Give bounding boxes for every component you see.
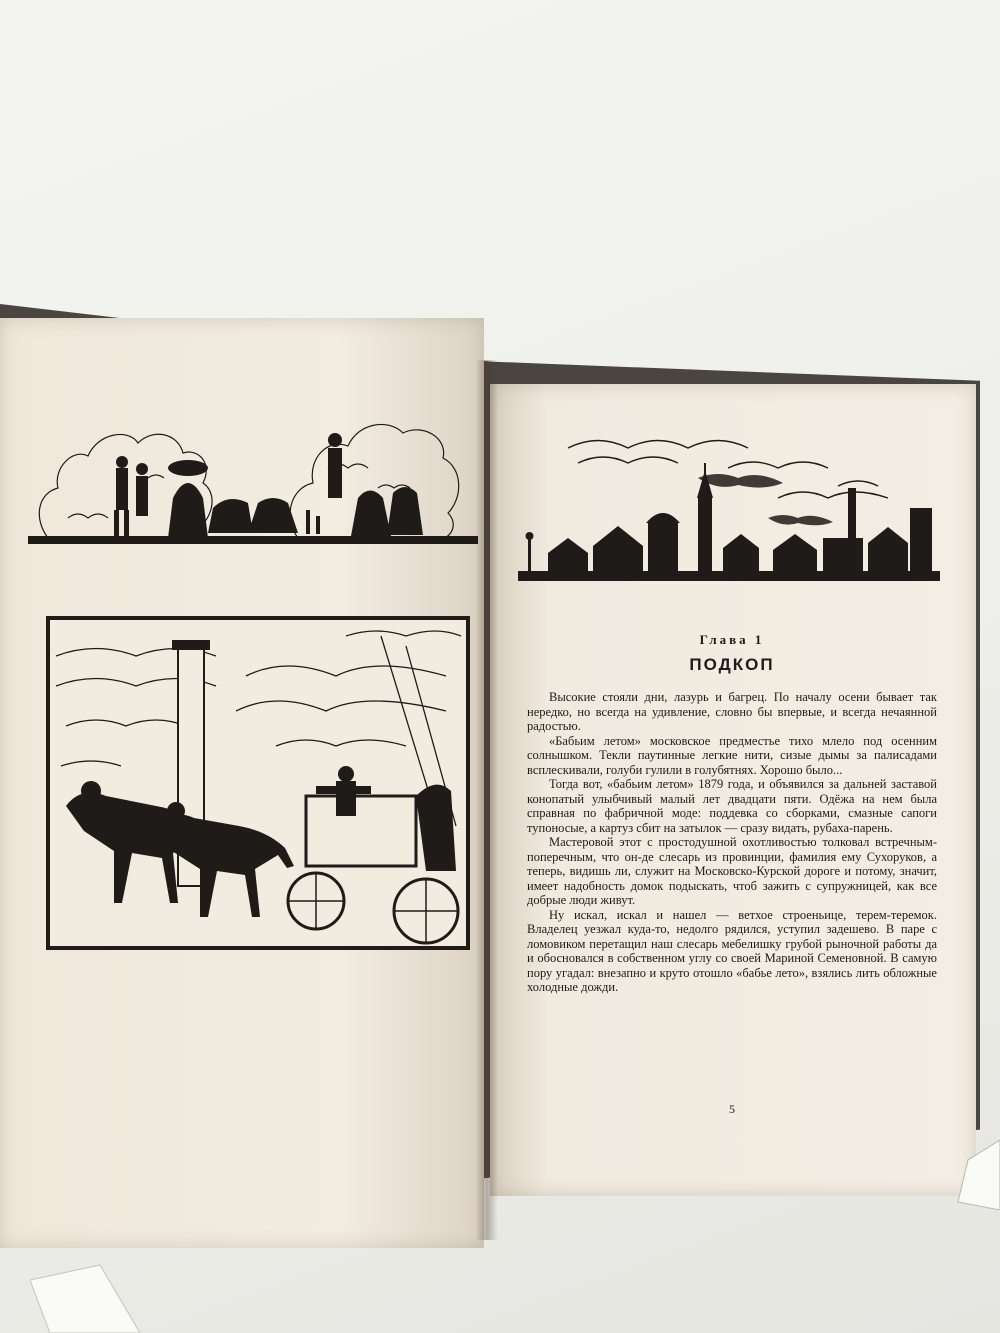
chapter-label: Глава 1 xyxy=(699,632,765,647)
carriage-illustration xyxy=(46,616,470,950)
town-illustration xyxy=(518,428,940,586)
book-gutter xyxy=(476,360,498,1240)
paper-scrap-right xyxy=(948,1140,1000,1210)
paragraph: Ну искал, искал и нашел — ветхое строеньице, терем-теремок. Владелец уезжал куда-то, недолго рядился, уступил задешево. В паре с ломовиком перетащил наш слесарь мебелишку грубой рыночной работы да и обосновался в собственном углу со своей Мариной Семеновной. В самую пору угадал: внезапно и круто отошло «бабье лето», взялись лить обложные холодные дожди. xyxy=(527,907,937,994)
paper-scrap-bottom xyxy=(30,1260,140,1333)
paragraph: Высокие стояли дни, лазурь и багрец. По началу осени бывает так нередко, но всегда на удивление, словно бы впервые, и всегда нечаянной радостью. xyxy=(527,690,937,733)
picnic-illustration xyxy=(28,398,478,576)
chapter-text xyxy=(527,690,937,995)
page-number: 5 xyxy=(729,1102,735,1116)
paragraph: Мастеровой этот с простодушной охотливостью толковал встречным-поперечным, что он-де слесарь из провинции, фамилия ему Сухоруков, а теперь, видишь ли, служит на Московско-Курской дороге и потому, значит, имеет надобность домок подыскать, чтоб зажить с супружницей, как все добрые люди живут. xyxy=(527,835,937,907)
paragraph: Тогда вот, «бабьим летом» 1879 года, и объявился за дальней заставой конопатый улыбчивый малый лет двадцати пяти. Одёжа на нем была справная по фабричной моде: поддевка со сборками, смазные сапоги тупоносые, а картуз сбит на затылок — сразу видать, рубаха-парень. xyxy=(527,777,937,835)
paragraph: «Бабьим летом» московское предместье тихо млело под осенним солнышком. Текли паутинные легкие нити, сизые дымы за палисадами всплескивали, голуби гулили в голубятнях. Хорошо было... xyxy=(527,733,937,777)
chapter-title: ПОДКОП xyxy=(689,655,775,674)
